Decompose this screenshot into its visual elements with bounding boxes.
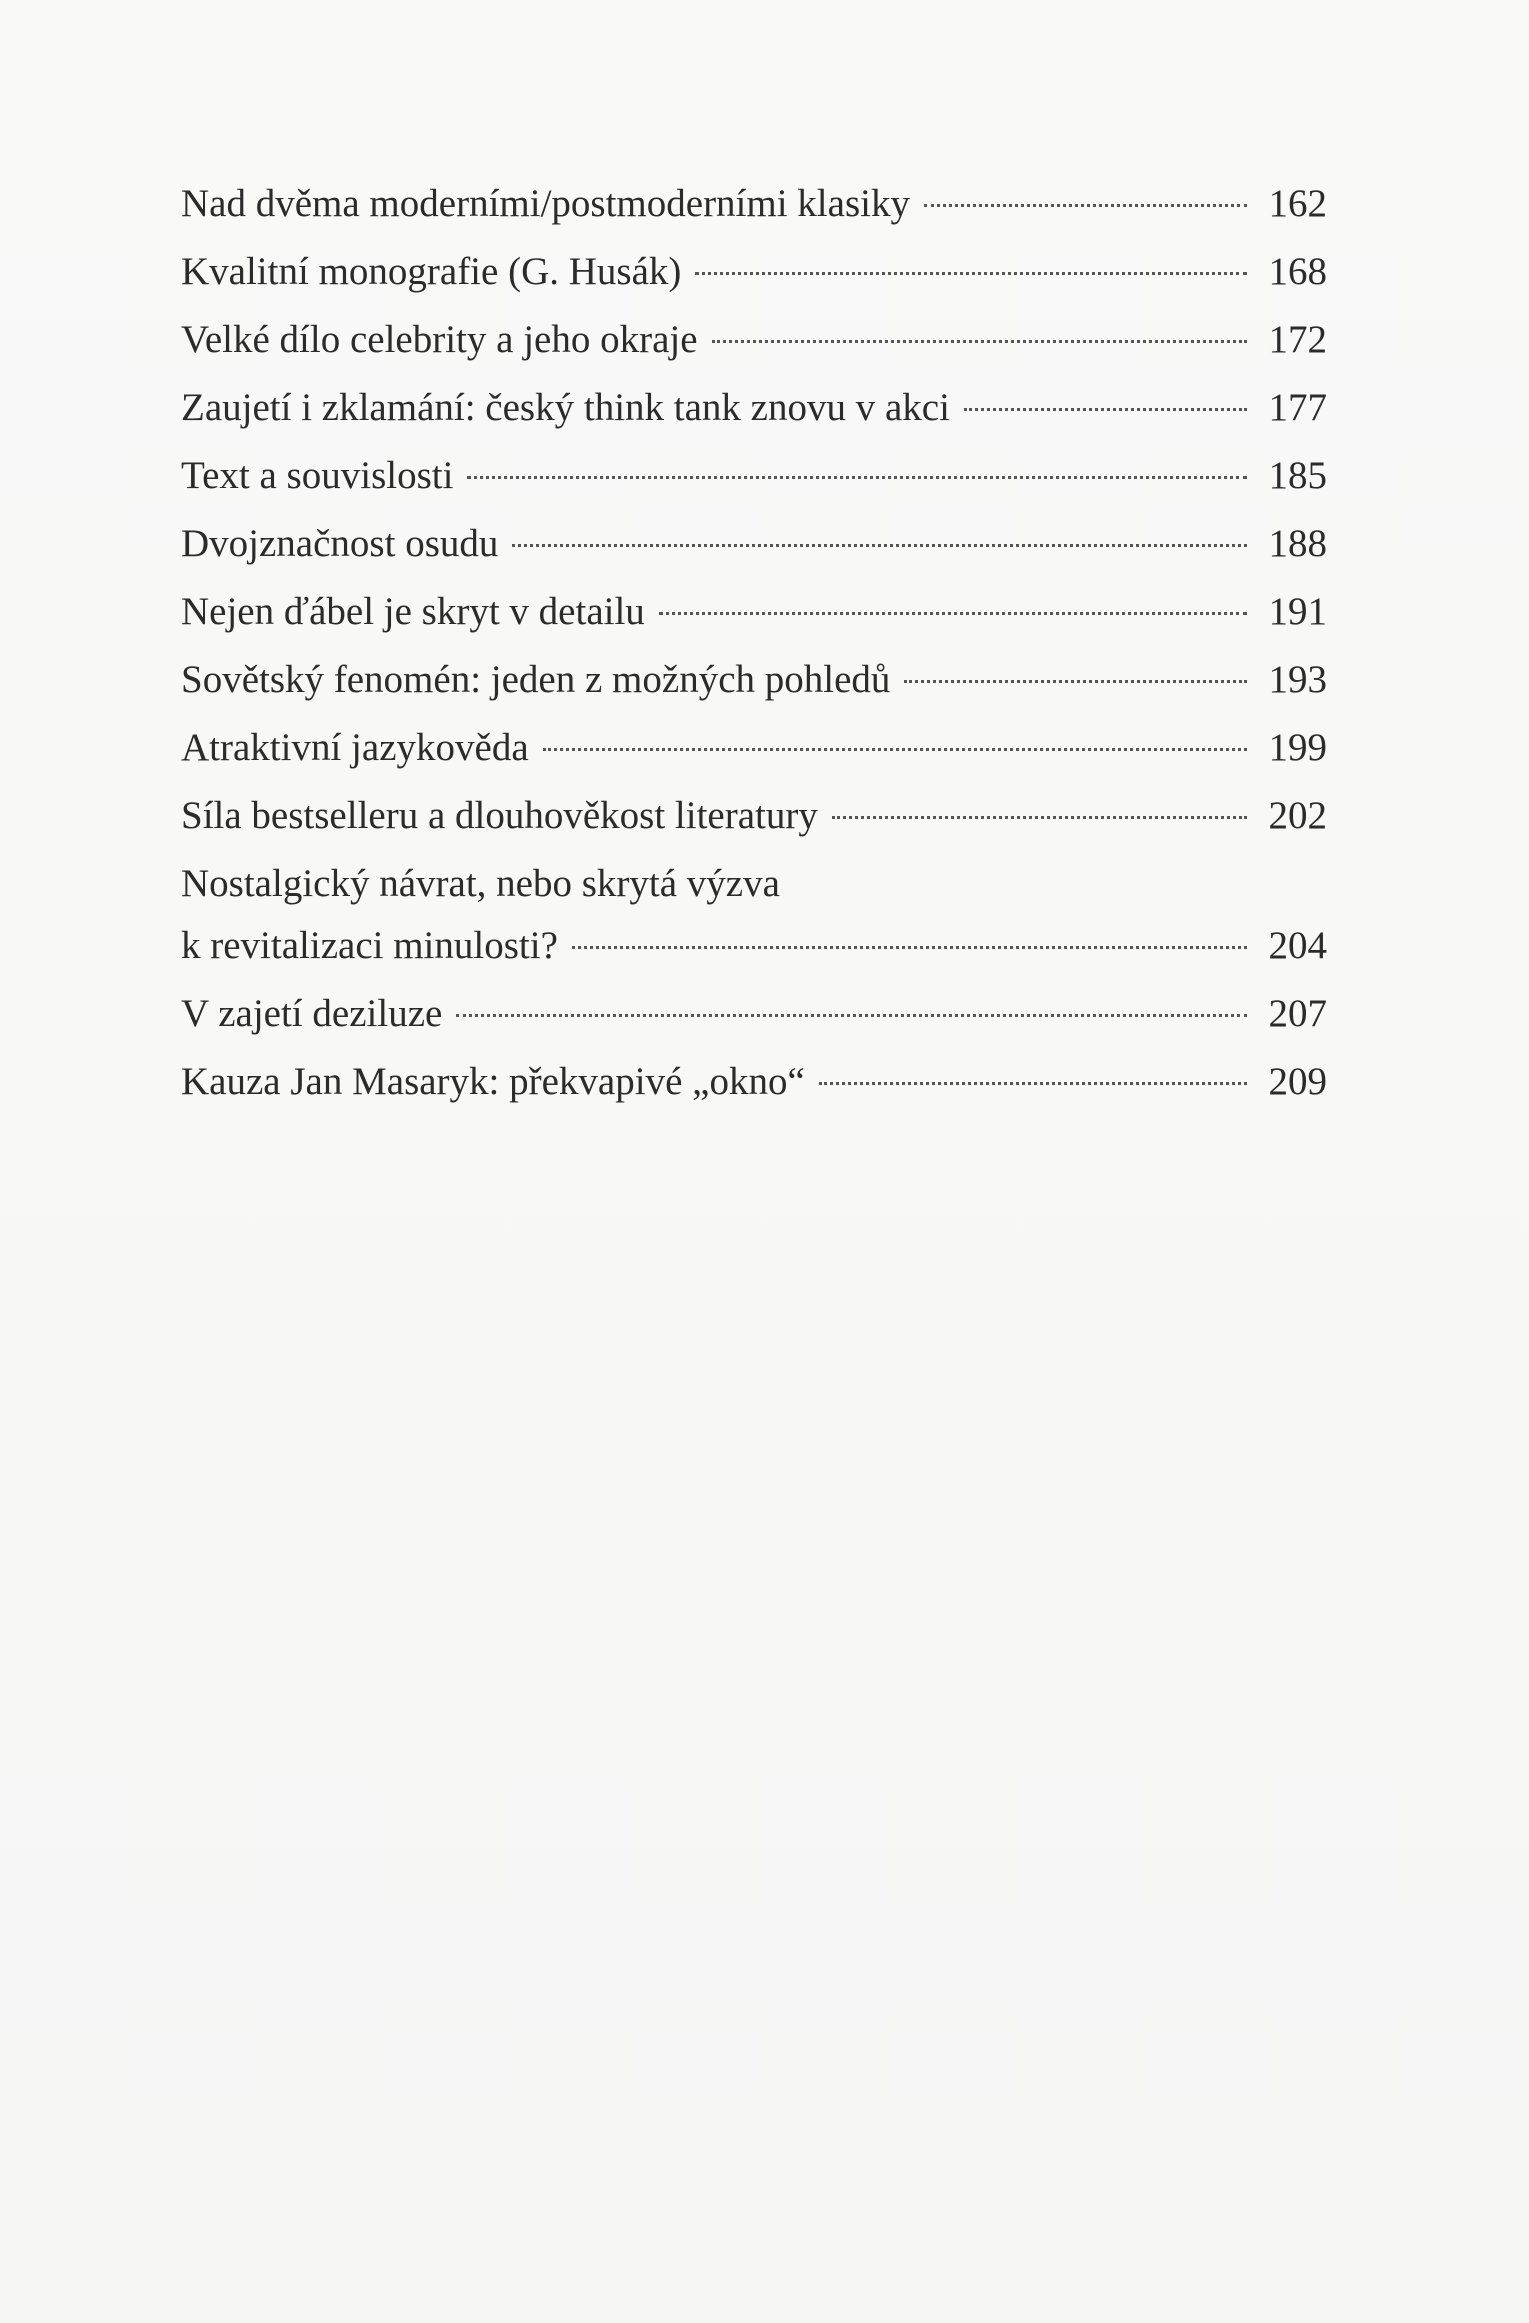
table-of-contents bbox=[181, 170, 1327, 1116]
toc-entry bbox=[181, 980, 1327, 1048]
toc-entry bbox=[181, 374, 1327, 442]
toc-entry-title: Nad dvěma moderními/postmoderními klasiky bbox=[181, 182, 910, 225]
dot-leader bbox=[695, 272, 1247, 275]
toc-entry-title: Sovětský fenomén: jeden z možných pohledů bbox=[181, 658, 891, 701]
toc-entry-page: 172 bbox=[1268, 318, 1327, 361]
dot-leader bbox=[512, 544, 1247, 547]
dot-leader bbox=[456, 1014, 1247, 1017]
dot-leader bbox=[924, 204, 1247, 207]
toc-entry bbox=[181, 306, 1327, 374]
dot-leader bbox=[572, 946, 1247, 949]
dot-leader bbox=[904, 680, 1247, 683]
dot-leader bbox=[819, 1082, 1247, 1085]
toc-entry-title: Text a souvislosti bbox=[181, 454, 454, 497]
toc-entry-page: 202 bbox=[1268, 794, 1327, 837]
toc-entry-page: 177 bbox=[1268, 386, 1327, 429]
toc-entry-multiline bbox=[181, 850, 1327, 980]
toc-entry bbox=[181, 578, 1327, 646]
dot-leader bbox=[467, 476, 1247, 479]
toc-entry-title: Dvojznačnost osudu bbox=[181, 522, 499, 565]
toc-entry bbox=[181, 646, 1327, 714]
toc-entry-page: 207 bbox=[1268, 992, 1327, 1035]
toc-entry-page: 188 bbox=[1268, 522, 1327, 565]
toc-entry-title: Velké dílo celebrity a jeho okraje bbox=[181, 318, 698, 361]
dot-leader bbox=[832, 816, 1247, 819]
toc-entry-page: 185 bbox=[1268, 454, 1327, 497]
toc-entry bbox=[181, 1048, 1327, 1116]
dot-leader bbox=[659, 612, 1247, 615]
toc-entry-title-line2: k revitalizaci minulosti? bbox=[181, 924, 558, 967]
toc-entry-page: 199 bbox=[1268, 726, 1327, 769]
toc-entry bbox=[181, 238, 1327, 306]
toc-entry bbox=[181, 782, 1327, 850]
toc-entry-title: Atraktivní jazykověda bbox=[181, 726, 529, 769]
toc-entry-page: 209 bbox=[1268, 1060, 1327, 1103]
toc-entry-title: Kauza Jan Masaryk: překvapivé „okno“ bbox=[181, 1060, 805, 1103]
toc-entry-page: 204 bbox=[1268, 924, 1327, 967]
toc-entry-page: 193 bbox=[1268, 658, 1327, 701]
toc-entry-page: 191 bbox=[1268, 590, 1327, 633]
dot-leader bbox=[712, 340, 1247, 343]
toc-entry bbox=[181, 442, 1327, 510]
toc-entry-title: Kvalitní monografie (G. Husák) bbox=[181, 250, 682, 293]
toc-entry-title: Síla bestselleru a dlouhověkost literatury bbox=[181, 794, 818, 837]
toc-entry-title-line1: Nostalgický návrat, nebo skrytá výzva bbox=[181, 862, 780, 905]
toc-entry-title: Zaujetí i zklamání: český think tank znovu v akci bbox=[181, 386, 950, 429]
toc-entry bbox=[181, 714, 1327, 782]
toc-entry bbox=[181, 510, 1327, 578]
toc-entry bbox=[181, 170, 1327, 238]
toc-entry-title: Nejen ďábel je skryt v detailu bbox=[181, 590, 645, 633]
dot-leader bbox=[543, 748, 1247, 751]
toc-entry-page: 162 bbox=[1268, 182, 1327, 225]
dot-leader bbox=[964, 408, 1247, 411]
toc-entry-page: 168 bbox=[1268, 250, 1327, 293]
toc-entry-title: V zajetí deziluze bbox=[181, 992, 443, 1035]
